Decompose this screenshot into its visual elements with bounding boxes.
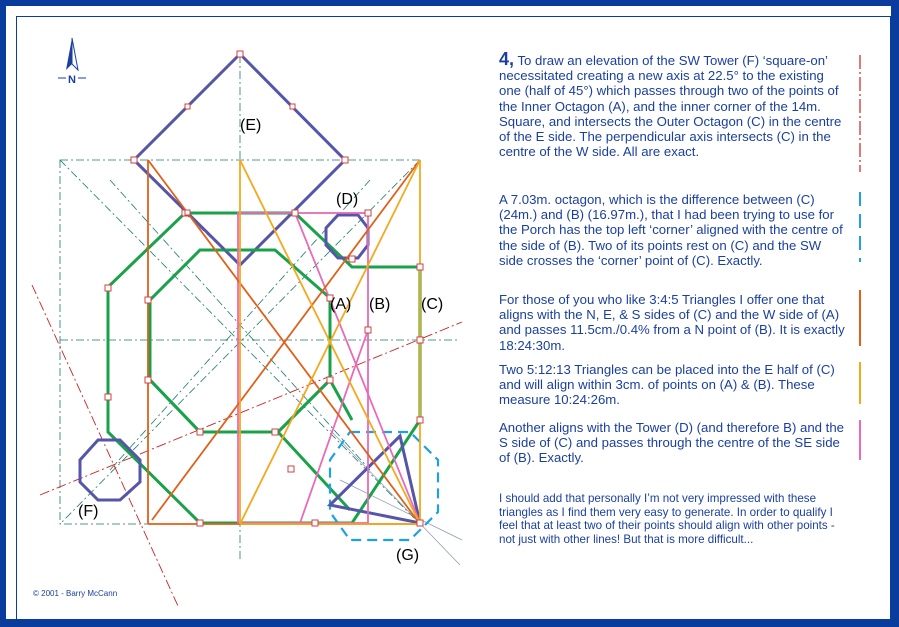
north-letter: N (68, 74, 76, 86)
label-d: (D) (336, 191, 359, 208)
label-e: (E) (240, 117, 262, 134)
vertex-markers (105, 51, 423, 526)
paragraph-tower-triangle: Another aligns with the Tower (D) (and therefore B) and the S side of (C) and passes through the centre of the SE side of (B). Exactly. (499, 420, 845, 466)
paragraph-tower-axis (499, 49, 849, 160)
paragraph-porch-octagon: A 7.03m. octagon, which is the difference between (C) (24m.) and (B) (16.97m.), that I had been trying to use for the Porch has the top left ‘corner’ aligned with the centre of the side of (B). Two of its points rest on (C) and the SW side crosses the ‘corner’ point of (C). Exactly. (499, 192, 843, 268)
label-f: (F) (78, 503, 99, 520)
label-c: (C) (421, 296, 444, 313)
label-b: (B) (369, 296, 391, 313)
paragraph-number: 4, (499, 49, 515, 69)
north-arrow-icon (58, 38, 86, 78)
paragraph-1-text: To draw an elevation of the SW Tower (F) ‘square-on’ necessitated creating a new axis at 22.5° to the existing one (half of 45°) which passes through two of the points of the Inner Octagon (A), and the inner corner of the 14m. Square, and intersects the Outer Octagon (C) in the centre of the E side. The perpendicular axis intersects (C) in the centre of the W side. All are exact. (499, 53, 842, 160)
small-octagon-d (326, 215, 368, 258)
paragraph-note: I should add that personally I’m not very impressed with these triangles as I find them very easy to generate. In order to qualify I feel that at least two of their points should align with other points - not just with other lines! But that is more difficult... (499, 492, 835, 546)
copyright-text: © 2001 - Barry McCann (33, 589, 118, 598)
sight-lines (330, 430, 462, 565)
paragraph-51213-triangles: Two 5:12:13 Triangles can be placed into the E half of (C) and will align within 3cm. of points on (A) & (B). These measure 10:24:26m. (499, 362, 835, 408)
label-g: (G) (396, 547, 420, 564)
paragraph-345-triangle: For those of you who like 3:4:5 Triangles I offer one that aligns with the N, E, & S sides of (C) and the W side of (A) and passes 11.5cm./0.4% from a N point of (B). It is exactly 18:24:30m. (499, 292, 845, 353)
label-a: (A) (330, 296, 352, 313)
